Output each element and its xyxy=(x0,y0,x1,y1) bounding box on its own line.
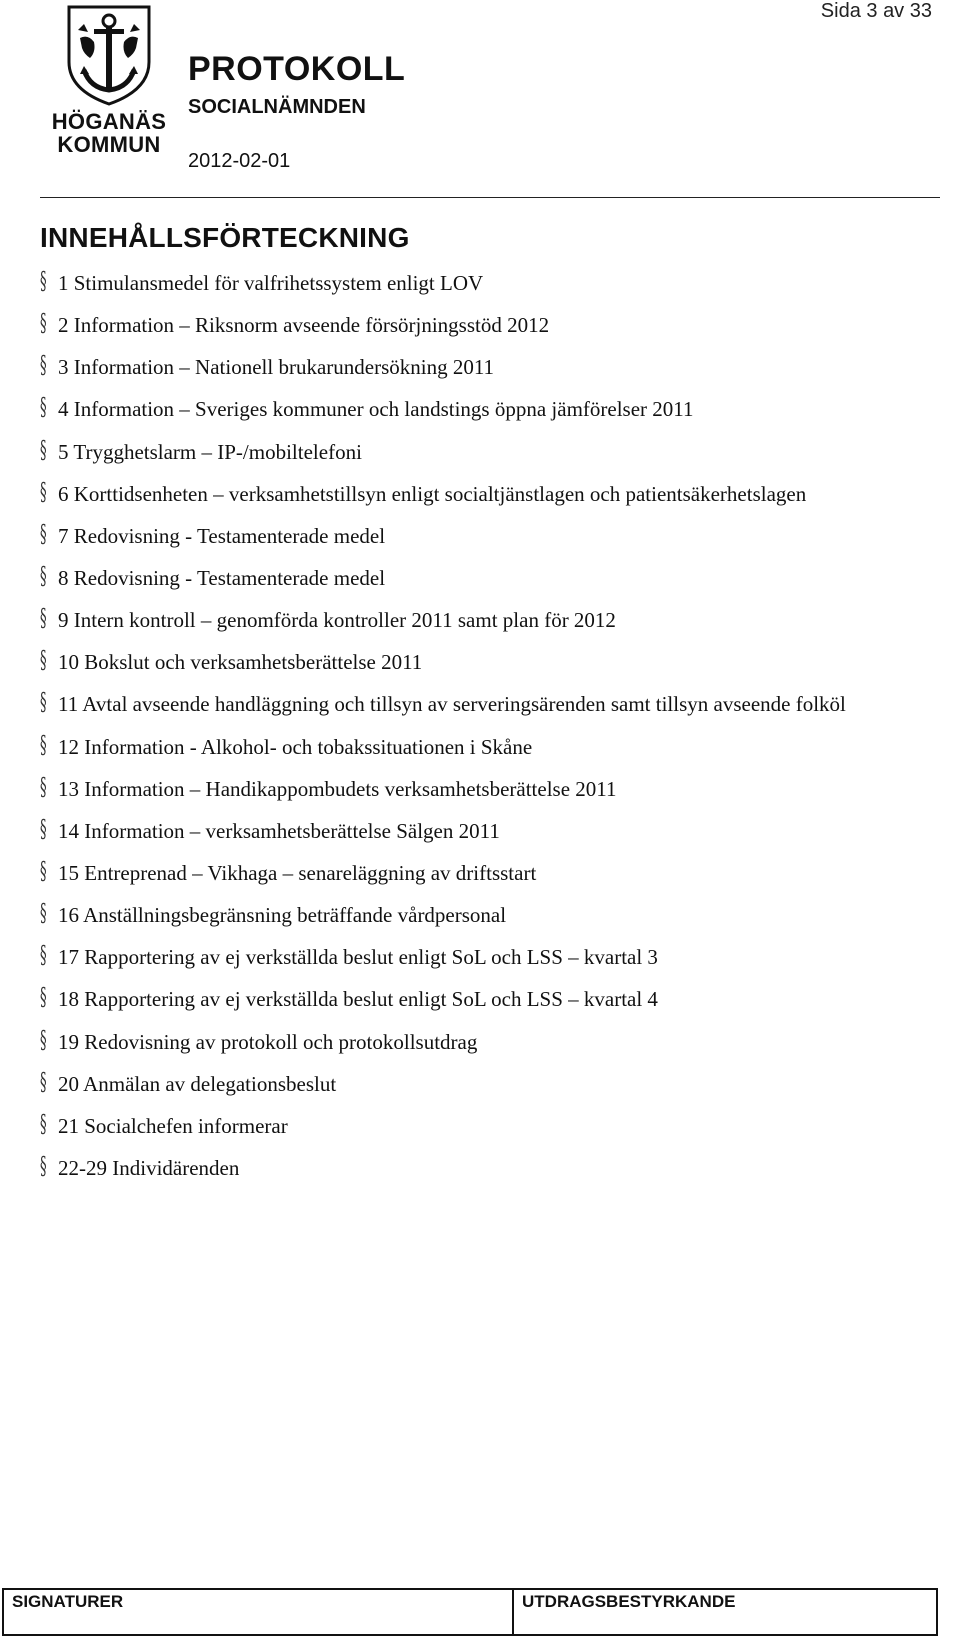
toc-item-text: 10 Bokslut och verksamhetsberättelse 2011 xyxy=(58,650,423,675)
toc-item[interactable] xyxy=(40,899,960,944)
section-sign-icon: § xyxy=(40,1109,47,1138)
toc-item[interactable] xyxy=(40,856,960,902)
toc-item[interactable] xyxy=(40,435,960,481)
section-sign-icon: § xyxy=(40,561,47,590)
page-number: Sida 3 av 33 xyxy=(820,0,932,22)
toc-heading: INNEHÅLLSFÖRTECKNING xyxy=(40,222,410,253)
section-sign-icon: § xyxy=(40,772,47,801)
signatures-label: SIGNATURER xyxy=(12,1592,124,1611)
section-sign-icon: § xyxy=(40,730,47,759)
toc-item-text: 17 Rapportering av ej verkställda beslut enligt SoL och LSS – kvartal 3 xyxy=(58,945,658,970)
toc-item[interactable] xyxy=(40,1067,960,1113)
section-sign-icon: § xyxy=(40,351,47,380)
toc-item[interactable] xyxy=(40,646,960,691)
toc-item[interactable] xyxy=(40,1151,960,1197)
toc-item[interactable] xyxy=(40,730,960,776)
toc-item-text: 9 Intern kontroll – genomförda kontroller 2011 samt plan för 2012 xyxy=(58,608,616,633)
toc-item-text: 13 Information – Handikappombudets verksamhetsberättelse 2011 xyxy=(58,776,617,801)
toc-item[interactable] xyxy=(40,393,960,438)
document-title: PROTOKOLL xyxy=(188,50,406,88)
toc-item-text: 11 Avtal avseende handläggning och tillsyn av serveringsärenden samt tillsyn avseende folköl xyxy=(58,692,846,717)
logo-line-1: HÖGANÄS xyxy=(51,109,167,134)
toc-item[interactable] xyxy=(40,814,960,860)
toc-item-text: 19 Redovisning av protokoll och protokollsutdrag xyxy=(58,1029,478,1054)
section-sign-icon: § xyxy=(40,309,47,338)
section-sign-icon: § xyxy=(40,393,47,422)
toc-item[interactable] xyxy=(40,561,960,607)
toc-item-text: 8 Redovisning - Testamenterade medel xyxy=(58,565,386,590)
toc-item-text: 1 Stimulansmedel för valfrihetssystem enligt LOV xyxy=(58,271,484,295)
toc-item-text: 22-29 Individärenden xyxy=(58,1155,240,1180)
toc-item[interactable] xyxy=(40,267,960,312)
section-sign-icon: § xyxy=(40,604,47,633)
section-sign-icon: § xyxy=(40,983,47,1012)
header-divider xyxy=(40,197,940,198)
coat-of-arms-icon xyxy=(50,4,168,108)
toc-item[interactable] xyxy=(40,941,960,986)
section-sign-icon: § xyxy=(40,519,47,548)
section-sign-icon: § xyxy=(40,941,47,970)
toc-item-text: 12 Information - Alkohol- och tobakssituationen i Skåne xyxy=(58,734,533,759)
toc-item-text: 2 Information – Riksnorm avseende försörjningsstöd 2012 xyxy=(58,313,550,338)
department-name: SOCIALNÄMNDEN xyxy=(188,96,366,118)
toc-item[interactable] xyxy=(40,309,960,354)
section-sign-icon: § xyxy=(40,899,47,928)
section-sign-icon: § xyxy=(40,435,47,464)
section-sign-icon: § xyxy=(40,267,47,295)
toc-item-text: 5 Trygghetslarm – IP-/mobiltelefoni xyxy=(58,439,362,464)
certification-label: UTDRAGSBESTYRKANDE xyxy=(522,1592,736,1611)
section-sign-icon: § xyxy=(40,688,47,717)
section-sign-icon: § xyxy=(40,1025,47,1054)
toc-item-text: 4 Information – Sveriges kommuner och landstings öppna jämförelser 2011 xyxy=(58,397,694,422)
certification-cell xyxy=(514,1590,936,1634)
section-sign-icon: § xyxy=(40,1151,47,1180)
toc-item-text: 7 Redovisning - Testamenterade medel xyxy=(58,523,386,548)
meeting-date: 2012-02-01 xyxy=(188,150,291,172)
toc-item-text: 16 Anställningsbegränsning beträffande vårdpersonal xyxy=(58,903,507,928)
section-sign-icon: § xyxy=(40,856,47,885)
toc-item-text: 15 Entreprenad – Vikhaga – senareläggning av driftsstart xyxy=(58,860,537,885)
toc-item-text: 21 Socialchefen informerar xyxy=(58,1113,288,1138)
toc-item[interactable] xyxy=(40,351,960,396)
toc-item-text: 18 Rapportering av ej verkställda beslut enligt SoL och LSS – kvartal 4 xyxy=(58,987,658,1012)
toc-item-text: 6 Korttidsenheten – verksamhetstillsyn enligt socialtjänstlagen och patientsäkerhetslagen xyxy=(58,481,807,506)
section-sign-icon: § xyxy=(40,477,47,506)
toc-item[interactable] xyxy=(40,688,960,733)
toc-item[interactable] xyxy=(40,1025,960,1071)
toc-item-text: 3 Information – Nationell brukarundersökning 2011 xyxy=(58,355,495,380)
toc-item[interactable] xyxy=(40,983,960,1028)
toc-item[interactable] xyxy=(40,772,960,818)
toc-item[interactable] xyxy=(40,1109,960,1155)
toc-list xyxy=(40,267,960,1197)
toc-item[interactable] xyxy=(40,519,960,565)
toc-item[interactable] xyxy=(40,604,960,649)
toc-item[interactable] xyxy=(40,477,960,523)
section-sign-icon: § xyxy=(40,1067,47,1096)
signatures-cell xyxy=(4,1590,514,1634)
section-sign-icon: § xyxy=(40,646,47,675)
toc-item-text: 14 Information – verksamhetsberättelse Sälgen 2011 xyxy=(58,818,500,843)
toc-item-text: 20 Anmälan av delegationsbeslut xyxy=(58,1071,337,1096)
section-sign-icon: § xyxy=(40,814,47,843)
footer-box xyxy=(2,1588,938,1636)
logo-line-2: KOMMUN xyxy=(57,132,161,157)
municipality-logo xyxy=(50,4,168,164)
logo-text xyxy=(50,110,168,156)
